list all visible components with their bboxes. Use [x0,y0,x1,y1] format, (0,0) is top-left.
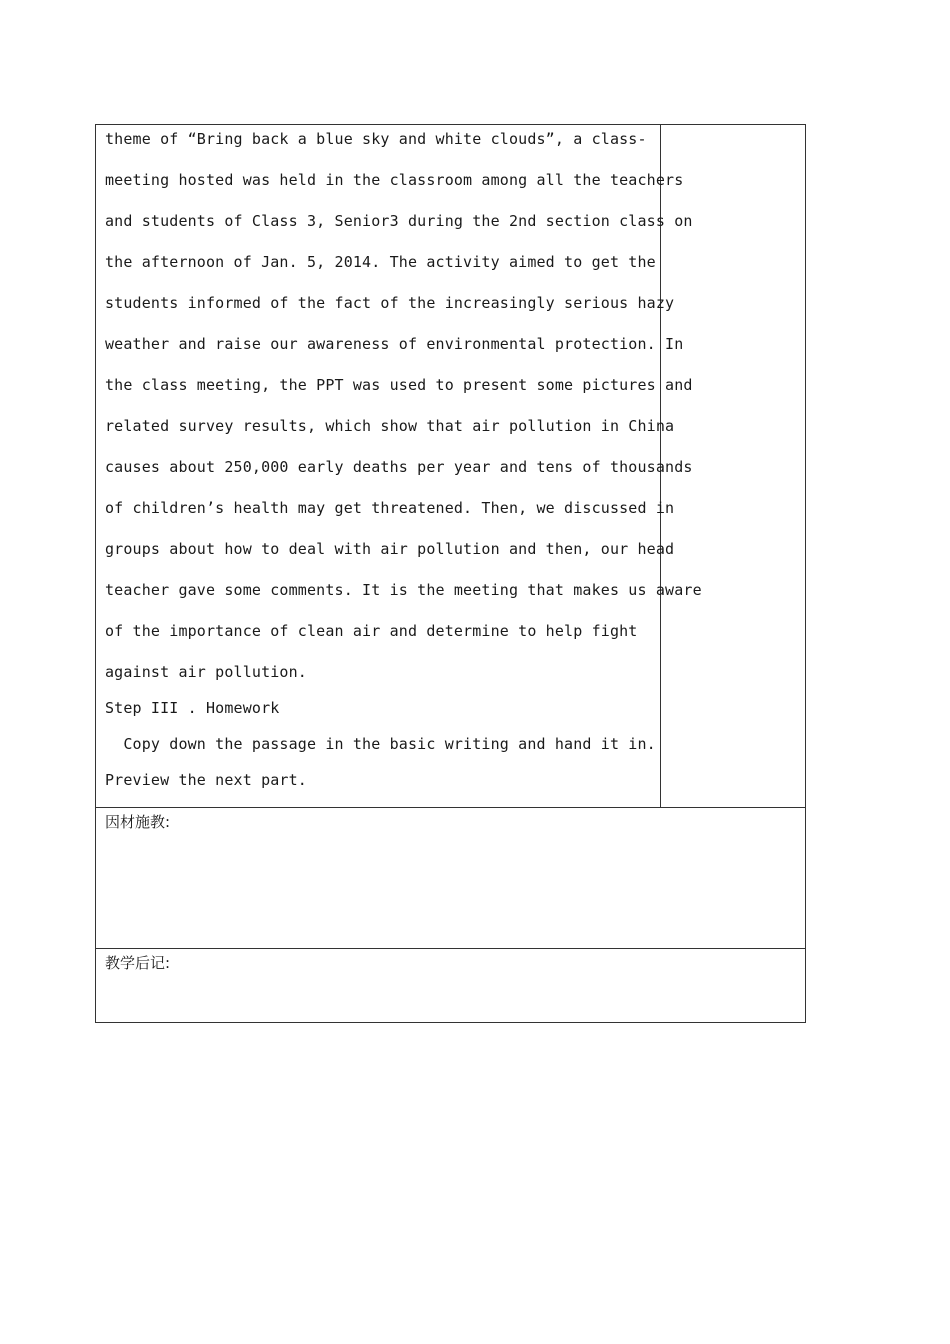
text-line: against air pollution. [105,663,307,681]
teaching-reflection-row [96,949,805,1022]
lesson-plan-table [95,124,806,1023]
text-line: and students of Class 3, Senior3 during the 2nd section class on [105,212,693,230]
teaching-adaptation-row [96,808,805,949]
text-line: weather and raise our awareness of environmental protection. In [105,335,684,353]
homework-line: Copy down the passage in the basic writing and hand it in. [105,735,656,753]
text-line: students informed of the fact of the increasingly serious hazy [105,294,675,312]
step-heading: Step III . Homework [105,699,280,717]
text-line: of children’s health may get threatened. Then, we discussed in [105,499,675,517]
text-line: groups about how to deal with air pollution and then, our head [105,540,675,558]
text-line: of the importance of clean air and determine to help fight [105,622,638,640]
main-text-cell [96,125,702,807]
homework-line: Preview the next part. [105,771,307,789]
text-line: meeting hosted was held in the classroom among all the teachers [105,171,684,189]
teaching-reflection-label: 教学后记: [105,954,171,972]
text-line: the class meeting, the PPT was used to present some pictures and [105,376,693,394]
main-content-row [96,125,805,808]
text-line: the afternoon of Jan. 5, 2014. The activity aimed to get the [105,253,656,271]
text-line: theme of “Bring back a blue sky and white clouds”, a class- [105,130,647,148]
text-line: causes about 250,000 early deaths per year and tens of thousands [105,458,693,476]
text-line: related survey results, which show that air pollution in China [105,417,675,435]
text-line: teacher gave some comments. It is the meeting that makes us aware [105,581,702,599]
teaching-adaptation-label: 因材施教: [105,813,171,831]
